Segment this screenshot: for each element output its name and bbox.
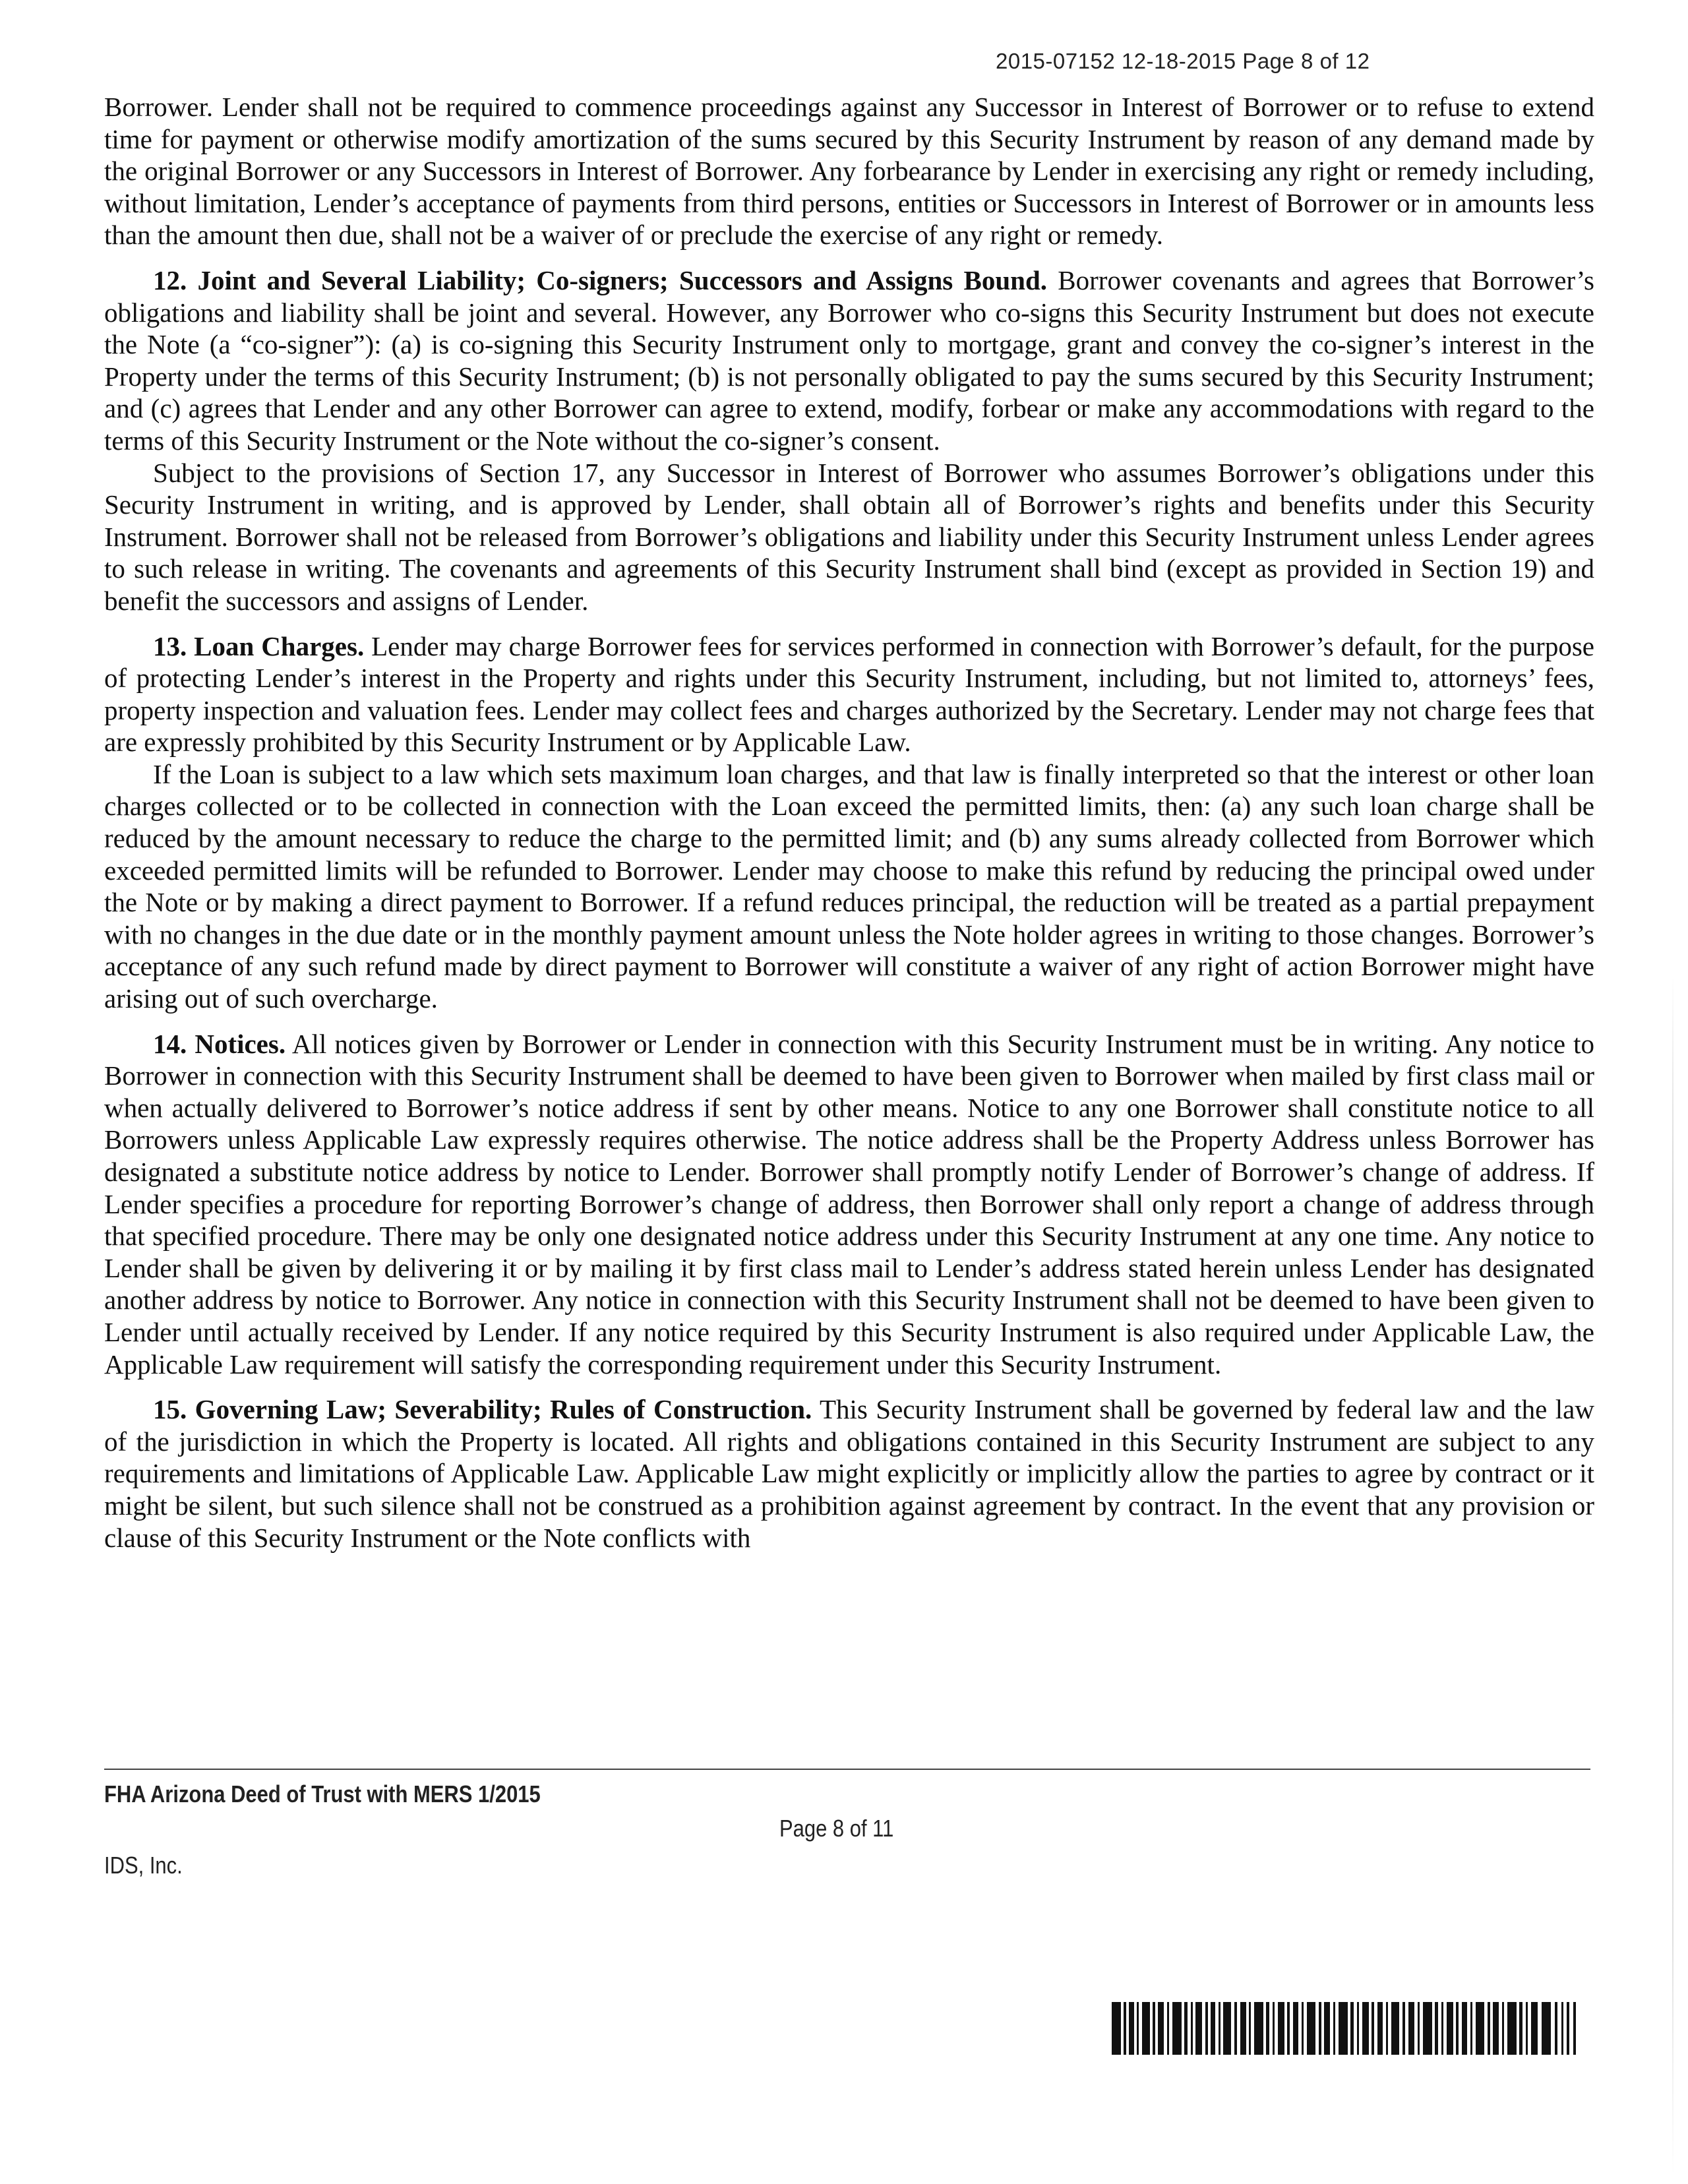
footer-vendor: IDS, Inc. — [104, 1852, 183, 1879]
section-13-paragraph-2: If the Loan is subject to a law which sets maximum loan charges, and that law is finally interpreted so that the interest or other loan charges collected or to be collected in connection with the Loan exceed the permitted limits, then: (a) any such loan charge shall be reduced by the amount necessary to reduce the charge to the permitted limit; and (b) any sums already collected from Borrower which exceeded permitted limits will be refunded to Borrower. Lender may choose to make this refund by reducing the principal owed under the Note or by making a direct payment to Borrower. If a refund reduces principal, the reduction will be treated as a partial prepayment with no changes in the due date or in the monthly payment amount unless the Note holder agrees in writing to those changes. Borrower’s acceptance of any such refund made by direct payment to Borrower will constitute a waiver of any right of action Borrower might have arising out of such overcharge. — [104, 758, 1594, 1014]
recording-header: 2015-07152 12-18-2015 Page 8 of 12 — [996, 49, 1370, 73]
section-15-text: This Security Instrument shall be governed by federal law and the law of the jurisdiction in which the Property is located. All rights and obligations contained in this Security Instrument are subject to any requirements and limitations of Applicable Law. Applicable Law might explicitly or implicitly allow the parties to agree by contract or it might be silent, but such silence shall not be construed as a prohibition against agreement by contract. In the event that any provision or clause of this Security Instrument or the Note conflicts with — [104, 1394, 1594, 1553]
section-12-text: Borrower covenants and agrees that Borrower’s obligations and liability shall be joint and several. However, any Borrower who co-signs this Security Instrument but does not execute the Note (a “co-signer”): (a) is co-signing this Security Instrument only to mortgage, grant and convey the co-signer’s interest in the Property under the terms of this Security Instrument; (b) is not personally obligated to pay the sums secured by this Security Instrument; and (c) agrees that Lender and any other Borrower can agree to extend, modify, forbear or make any accommodations with regard to the terms of this Security Instrument or the Note without the co-signer’s consent. — [104, 264, 1595, 456]
section-13-heading: 13. Loan Charges. — [153, 630, 365, 661]
section-13-text: Lender may charge Borrower fees for services performed in connection with Borrower’s default, for the purpose of protecting Lender’s interest in the Property and rights under this Security Instrument, including, but not limited to, attorneys’ fees, property inspection and valuation fees. Lender may collect fees and charges authorized by the Secretary. Lender may not charge fees that are expressly prohibited by this Security Instrument or by Applicable Law. — [104, 630, 1594, 758]
section-14-paragraph — [104, 1028, 1594, 1381]
section-12-paragraph — [104, 264, 1594, 457]
barcode-image — [1112, 2002, 1579, 2055]
document-body — [104, 91, 1594, 1554]
section-15-heading: 15. Governing Law; Severability; Rules of Construction. — [153, 1394, 812, 1425]
footer-divider — [104, 1769, 1590, 1770]
section-14-text: All notices given by Borrower or Lender in connection with this Security Instrument must be in writing. Any notice to Borrower in connection with this Security Instrument shall be deemed to have been given to Borrower when mailed by first class mail or when actually delivered to Borrower’s notice address if sent by other means. Notice to any one Borrower shall constitute notice to all Borrowers unless Applicable Law expressly requires otherwise. The notice address shall be the Property Address unless Borrower has designated a substitute notice address by notice to Lender. Borrower shall promptly notify Lender of Borrower’s change of address. If Lender specifies a procedure for reporting Borrower’s change of address, then Borrower shall only report a change of address through that specified procedure. There may be only one designated notice address under this Security Instrument at any one time. Any notice to Lender shall be given by delivering it or by mailing it by first class mail to Lender’s address stated herein unless Lender has designated another address by notice to Borrower. Any notice in connection with this Security Instrument shall not be deemed to have been given to Lender until actually received by Lender. If any notice required by this Security Instrument is also required under Applicable Law, the Applicable Law requirement will satisfy the corresponding requirement under this Security Instrument. — [104, 1028, 1594, 1380]
section-13-paragraph — [104, 630, 1594, 758]
section-12-heading: 12. Joint and Several Liability; Co-signers; Successors and Assigns Bound. — [153, 264, 1048, 295]
scan-edge-line — [1672, 976, 1673, 2176]
section-14-heading: 14. Notices. — [153, 1028, 286, 1059]
section-15-paragraph — [104, 1393, 1594, 1554]
section-12-paragraph-2: Subject to the provisions of Section 17, any Successor in Interest of Borrower who assumes Borrower’s obligations under this Security Instrument in writing, and is approved by Lender, shall obtain all of Borrower’s rights and benefits under this Security Instrument. Borrower shall not be released from Borrower’s obligations and liability under this Security Instrument unless Lender agrees to such release in writing. The covenants and agreements of this Security Instrument shall bind (except as provided in Section 19) and benefit the successors and assigns of Lender. — [104, 457, 1594, 616]
continuation-paragraph: Borrower. Lender shall not be required to commence proceedings against any Successor in Interest of Borrower or to refuse to extend time for payment or otherwise modify amortization of the sums secured by this Security Instrument by reason of any demand made by the original Borrower or any Successors in Interest of Borrower. Any forbearance by Lender in exercising any right or remedy including, without limitation, Lender’s acceptance of payments from third persons, entities or Successors in Interest of Borrower or in amounts less than the amount then due, shall not be a waiver of or preclude the exercise of any right or remedy. — [104, 92, 1594, 251]
footer-form-name: FHA Arizona Deed of Trust with MERS 1/2015 — [104, 1780, 541, 1807]
footer-page-number: Page 8 of 11 — [779, 1815, 894, 1842]
